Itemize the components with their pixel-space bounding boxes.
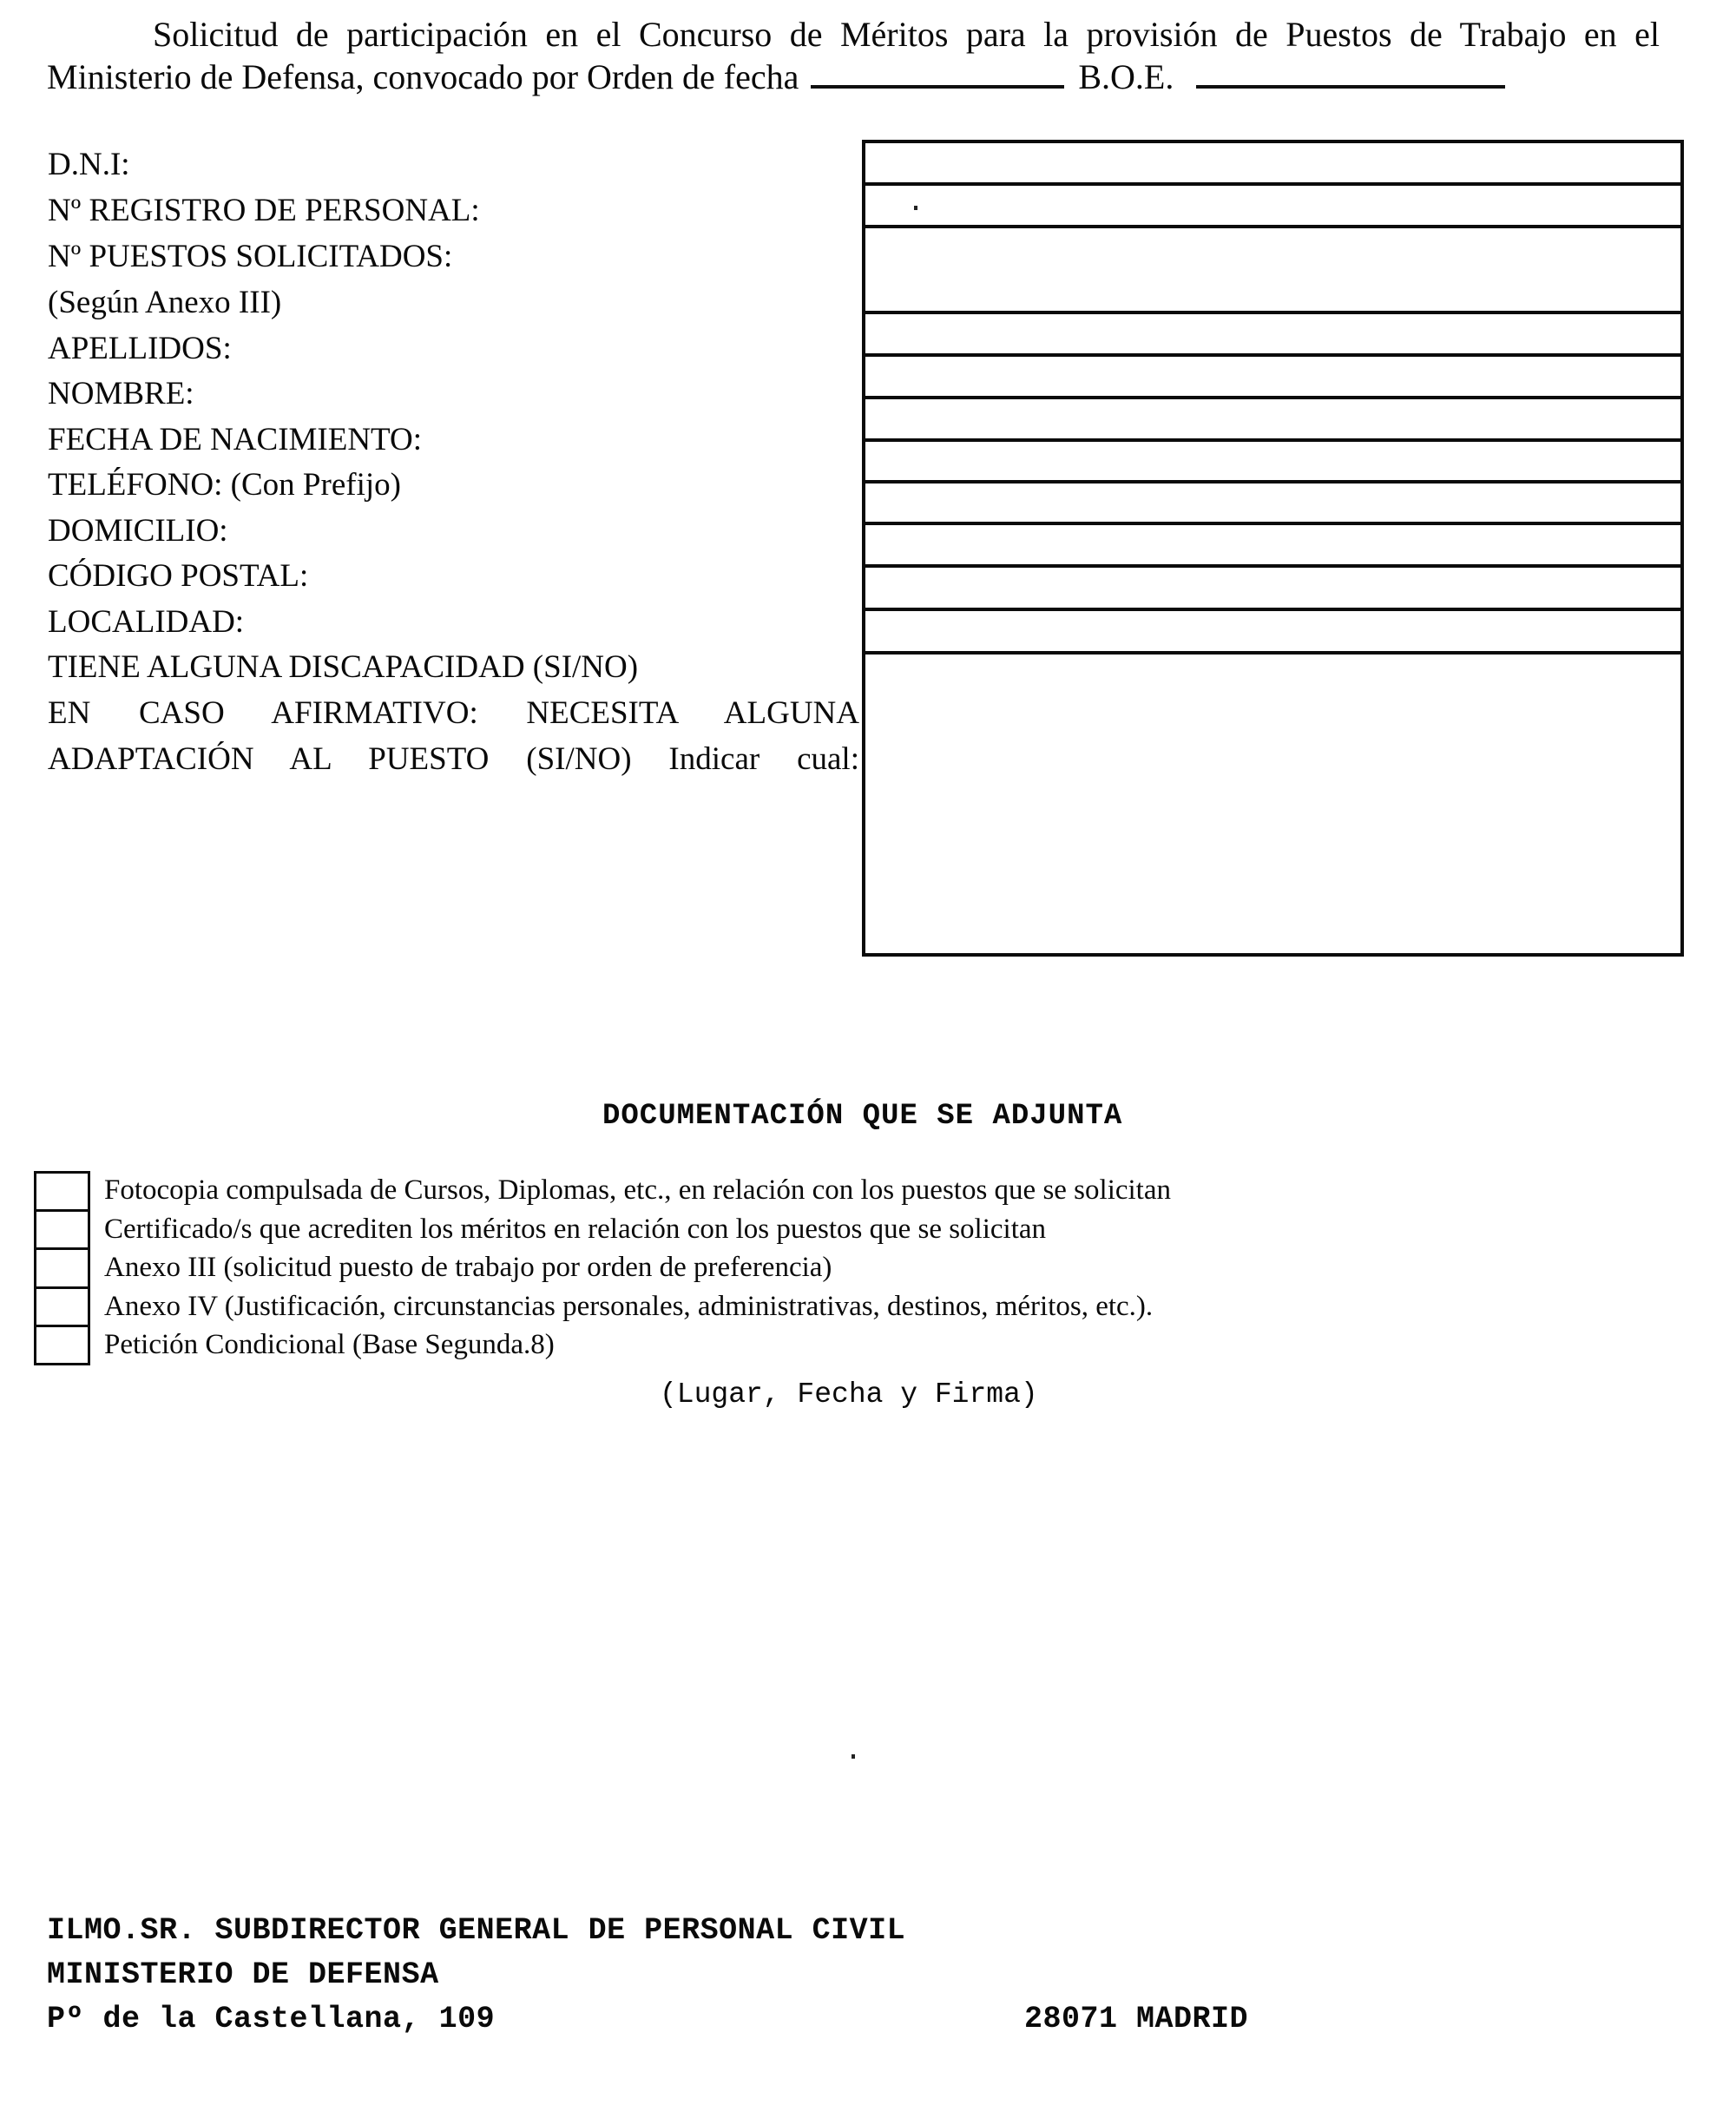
telefono-input-box[interactable] — [865, 442, 1680, 483]
label-nombre: NOMBRE: — [48, 376, 194, 411]
footer-addressee: ILMO.SR. SUBDIRECTOR GENERAL DE PERSONAL CIVIL — [47, 1913, 906, 1948]
boe-blank[interactable] — [1196, 56, 1505, 89]
scan-speck — [852, 1754, 855, 1759]
documentation-heading: DOCUMENTACIÓN QUE SE ADJUNTA — [602, 1100, 1123, 1133]
label-dni: D.N.I: — [48, 147, 130, 182]
form-title-line2-text: Ministerio de Defensa, convocado por Orden de fecha — [47, 57, 799, 96]
localidad-input-box[interactable] — [865, 568, 1680, 611]
label-telefono: TELÉFONO: (Con Prefijo) — [48, 467, 401, 503]
footer-city: 28071 MADRID — [1024, 2002, 1249, 2036]
label-caso-afirmativo: EN CASO AFIRMATIVO: NECESITA ALGUNA — [48, 695, 859, 731]
registro-personal-input-box[interactable] — [865, 186, 1680, 228]
label-fecha-nacimiento: FECHA DE NACIMIENTO: — [48, 422, 422, 457]
footer-street: Pº de la Castellana, 109 — [47, 2002, 496, 2036]
label-puestos-solicitados: Nº PUESTOS SOLICITADOS: — [48, 239, 453, 274]
doc-item-anexo-iii: Anexo III (solicitud puesto de trabajo por orden de preferencia) — [104, 1252, 832, 1283]
checkbox-certificado[interactable] — [36, 1212, 88, 1250]
label-apellidos: APELLIDOS: — [48, 331, 232, 366]
checkbox-anexo-iii[interactable] — [36, 1250, 88, 1288]
doc-item-fotocopia: Fotocopia compulsada de Cursos, Diplomas, etc., en relación con los puestos que se solicitan — [104, 1174, 1171, 1206]
fecha-nacimiento-input-box[interactable] — [865, 399, 1680, 442]
label-segun-anexo: (Según Anexo III) — [48, 285, 282, 320]
label-domicilio: DOMICILIO: — [48, 513, 228, 549]
discapacidad-input-box[interactable] — [865, 611, 1680, 655]
field-box-column — [862, 140, 1684, 957]
form-title-line1: Solicitud de participación en el Concurso de Méritos para la provisión de Puestos de Trabajo en el — [153, 15, 1660, 54]
dni-input-box[interactable] — [865, 143, 1680, 186]
label-localidad: LOCALIDAD: — [48, 604, 245, 640]
doc-item-peticion-condicional: Petición Condicional (Base Segunda.8) — [104, 1329, 555, 1360]
domicilio-input-box[interactable] — [865, 483, 1680, 525]
doc-item-anexo-iv: Anexo IV (Justificación, circunstancias personales, administrativas, destinos, méritos, etc.). — [104, 1291, 1154, 1322]
boe-label: B.O.E. — [1078, 57, 1174, 96]
documentation-checkbox-column — [34, 1171, 90, 1365]
codigo-postal-input-box[interactable] — [865, 525, 1680, 568]
apellidos-input-box[interactable] — [865, 314, 1680, 357]
label-registro-personal: Nº REGISTRO DE PERSONAL: — [48, 193, 480, 228]
label-codigo-postal: CÓDIGO POSTAL: — [48, 558, 309, 594]
checkbox-peticion-condicional[interactable] — [36, 1327, 88, 1363]
scan-speck — [914, 206, 917, 210]
label-adaptacion-puesto: ADAPTACIÓN AL PUESTO (SI/NO) Indicar cual: — [48, 741, 859, 777]
orden-fecha-blank[interactable] — [811, 56, 1064, 89]
checkbox-anexo-iv[interactable] — [36, 1289, 88, 1327]
adaptacion-input-box[interactable] — [865, 655, 1680, 953]
puestos-solicitados-input-box[interactable] — [865, 228, 1680, 314]
footer-ministry: MINISTERIO DE DEFENSA — [47, 1957, 439, 1992]
form-title-line2 — [47, 56, 1696, 98]
label-discapacidad: TIENE ALGUNA DISCAPACIDAD (SI/NO) — [48, 649, 639, 685]
checkbox-fotocopia[interactable] — [36, 1174, 88, 1212]
signature-note: (Lugar, Fecha y Firma) — [660, 1378, 1038, 1411]
doc-item-certificado: Certificado/s que acrediten los méritos en relación con los puestos que se solicitan — [104, 1214, 1047, 1245]
nombre-input-box[interactable] — [865, 357, 1680, 399]
